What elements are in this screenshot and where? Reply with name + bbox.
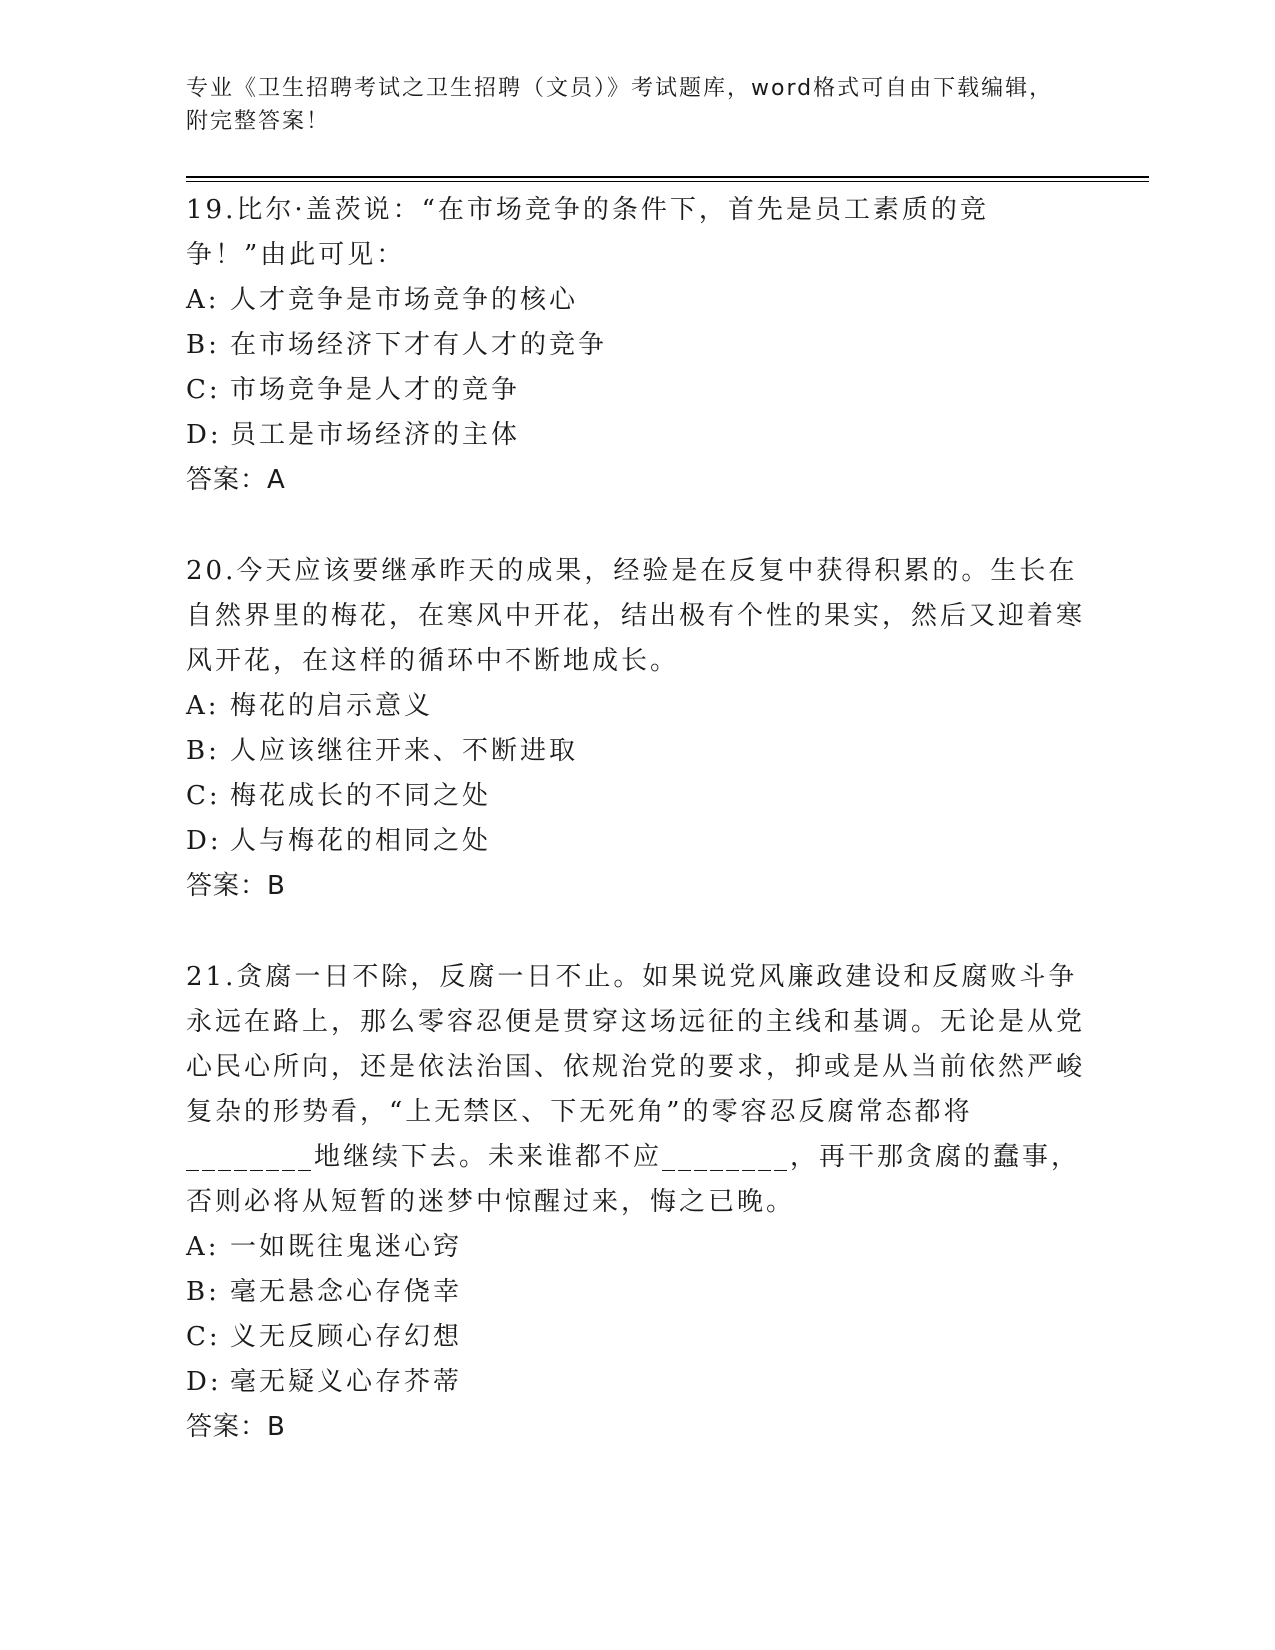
option-b xyxy=(186,1270,1086,1315)
option-text: 梅花成长的不同之处 xyxy=(230,781,492,811)
option-letter: D: xyxy=(186,826,222,856)
question-19 xyxy=(186,188,1086,503)
option-text: 毫无疑义心存芥蒂 xyxy=(230,1367,463,1397)
option-text: 义无反顾心存幻想 xyxy=(230,1322,463,1352)
option-text: 市场竞争是人才的竞争 xyxy=(230,375,521,405)
question-list xyxy=(186,188,1086,1496)
option-letter: C: xyxy=(186,1322,221,1352)
option-d xyxy=(186,1360,1086,1405)
option-letter: D: xyxy=(186,1367,222,1397)
option-letter: A: xyxy=(186,285,220,315)
option-text: 在市场经济下才有人才的竞争 xyxy=(230,330,608,360)
option-letter: C: xyxy=(186,781,221,811)
option-text: 梅花的启示意义 xyxy=(230,691,434,721)
option-letter: A: xyxy=(186,691,220,721)
answer-line: 答案：A xyxy=(186,465,286,495)
option-a xyxy=(186,1225,1086,1270)
option-a xyxy=(186,684,1086,729)
option-d xyxy=(186,819,1086,864)
option-letter: C: xyxy=(186,375,221,405)
header-rule-thin xyxy=(186,181,1149,182)
option-letter: D: xyxy=(186,420,222,450)
option-text: 毫无悬念心存侥幸 xyxy=(230,1277,463,1307)
option-letter: B: xyxy=(186,736,220,766)
option-d xyxy=(186,413,1086,458)
option-letter: A: xyxy=(186,1232,220,1262)
option-text: 人与梅花的相同之处 xyxy=(230,826,492,856)
answer-line: 答案：B xyxy=(186,1412,286,1442)
header-rule-thick xyxy=(186,176,1149,178)
option-c xyxy=(186,774,1086,819)
document-header: 专业《卫生招聘考试之卫生招聘（文员）》考试题库，word格式可自由下载编辑，附完整答案！ xyxy=(186,76,1054,134)
question-20 xyxy=(186,549,1086,909)
option-b xyxy=(186,323,1086,368)
question-stem: 21.贪腐一日不除，反腐一日不止。如果说党风廉政建设和反腐败斗争永远在路上，那么零容忍便是贯穿这场远征的主线和基调。无论是从党心民心所向，还是依法治国、依规治党的要求，抑或是从当前依然严峻复杂的形势看，“上无禁区、下无死角”的零容忍反腐常态都将________地继续下去。未来谁都不应________，再干那贪腐的蠢事，否则必将从短暂的迷梦中惊醒过来，悔之已晚。 xyxy=(186,962,1086,1217)
option-letter: B: xyxy=(186,1277,220,1307)
question-21 xyxy=(186,955,1086,1450)
answer-line: 答案：B xyxy=(186,871,286,901)
option-letter: B: xyxy=(186,330,220,360)
option-b xyxy=(186,729,1086,774)
option-text: 一如既往鬼迷心窍 xyxy=(230,1232,463,1262)
option-c xyxy=(186,1315,1086,1360)
option-c xyxy=(186,368,1086,413)
option-text: 人应该继往开来、不断进取 xyxy=(230,736,579,766)
option-text: 人才竞争是市场竞争的核心 xyxy=(230,285,579,315)
option-a xyxy=(186,278,1086,323)
question-stem: 19.比尔·盖茨说：“在市场竞争的条件下，首先是员工素质的竞争！”由此可见： xyxy=(186,195,989,270)
option-text: 员工是市场经济的主体 xyxy=(230,420,521,450)
question-stem: 20.今天应该要继承昨天的成果，经验是在反复中获得积累的。生长在自然界里的梅花，在寒风中开花，结出极有个性的果实，然后又迎着寒风开花，在这样的循环中不断地成长。 xyxy=(186,556,1086,676)
